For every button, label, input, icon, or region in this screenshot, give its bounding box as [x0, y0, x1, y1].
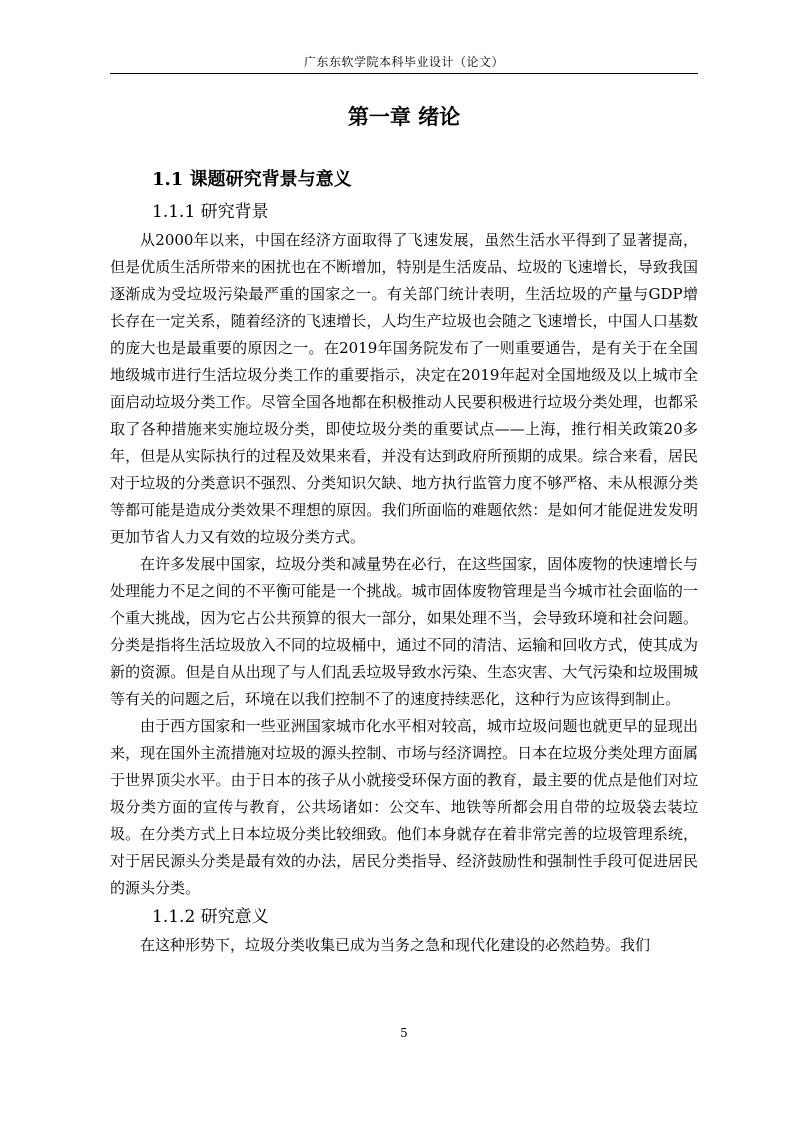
paragraph: 在这种形势下，垃圾分类收集已成为当务之急和现代化建设的必然趋势。我们 — [140, 936, 651, 954]
paragraph: 由于西方国家和一些亚洲国家城市化水平相对较高，城市垃圾问题也就更早的显现出来，现在国外主流措施对垃圾的源头控制、市场与经济调控。日本在垃圾分类处理方面属于世界顶尖水平。由于日本的孩子从小就接受环保方面的教育，最主要的优点是他们对垃圾分类方面的宣传与教育，公共场诸如：公交车、地铁等所都会用自带的垃圾袋去装垃圾。在分类方式上日本垃圾分类比较细致。他们本身就存在着非常完善的垃圾管理系统，对于居民源头分类是最有效的办法，居民分类指导、经济鼓励性和强制性手段可促进居民的源头分类。 — [110, 717, 698, 897]
chapter-title: 第一章 绪论 — [347, 104, 461, 129]
section-heading: 1.1 课题研究背景与意义 — [152, 169, 352, 190]
running-header: 广东东软学院本科毕业设计（论文） — [303, 55, 504, 69]
page-number: 5 — [400, 1026, 408, 1040]
header-divider — [110, 73, 698, 74]
subsection-heading-significance: 1.1.2 研究意义 — [152, 907, 269, 927]
subsection-heading-background: 1.1.1 研究背景 — [152, 202, 269, 222]
page-body — [110, 165, 698, 959]
paragraph: 从2000年以来，中国在经济方面取得了飞速发展，虽然生活水平得到了显著提高，但是优质生活所带来的困扰也在不断增加，特别是生活废品、垃圾的飞速增长，导致我国逐渐成为受垃圾污染最严重的国家之一。有关部门统计表明，生活垃圾的产量与GDP增长存在一定关系，随着经济的飞速增长，人均生产垃圾也会随之飞速增长，中国人口基数的庞大也是最重要的原因之一。在2019年国务院发布了一则重要通告，是有关于在全国地级城市进行生活垃圾分类工作的重要指示，决定在2019年起对全国地级及以上城市全面启动垃圾分类工作。尽管全国各地都在积极推动人民要积极进行垃圾分类处理，也都采取了各种措施来实施垃圾分类，即使垃圾分类的重要试点——上海，推行相关政策20多年，但是从实际执行的过程及效果来看，并没有达到政府所预期的成果。综合来看，居民对于垃圾的分类意识不强烈、分类知识欠缺、地方执行监管力度不够严格、未从根源分类等都可能是造成分类效果不理想的原因。我们所面临的难题依然：是如何才能促进发发明更加节省人力又有效的垃圾分类方式。 — [110, 231, 698, 546]
paragraph: 在许多发展中国家，垃圾分类和减量势在必行，在这些国家，固体废物的快速增长与处理能力不足之间的不平衡可能是一个挑战。城市固体废物管理是当今城市社会面临的一个重大挑战，因为它占公共预算的很大一部分，如果处理不当，会导致环境和社会问题。分类是指将生活垃圾放入不同的垃圾桶中，通过不同的清洁、运输和回收方式，使其成为新的资源。但是自从出现了与人们乱丢垃圾导致水污染、生态灾害、大气污染和垃圾围城等有关的问题之后，环境在以我们控制不了的速度持续恶化，这种行为应该得到制止。 — [110, 555, 698, 708]
